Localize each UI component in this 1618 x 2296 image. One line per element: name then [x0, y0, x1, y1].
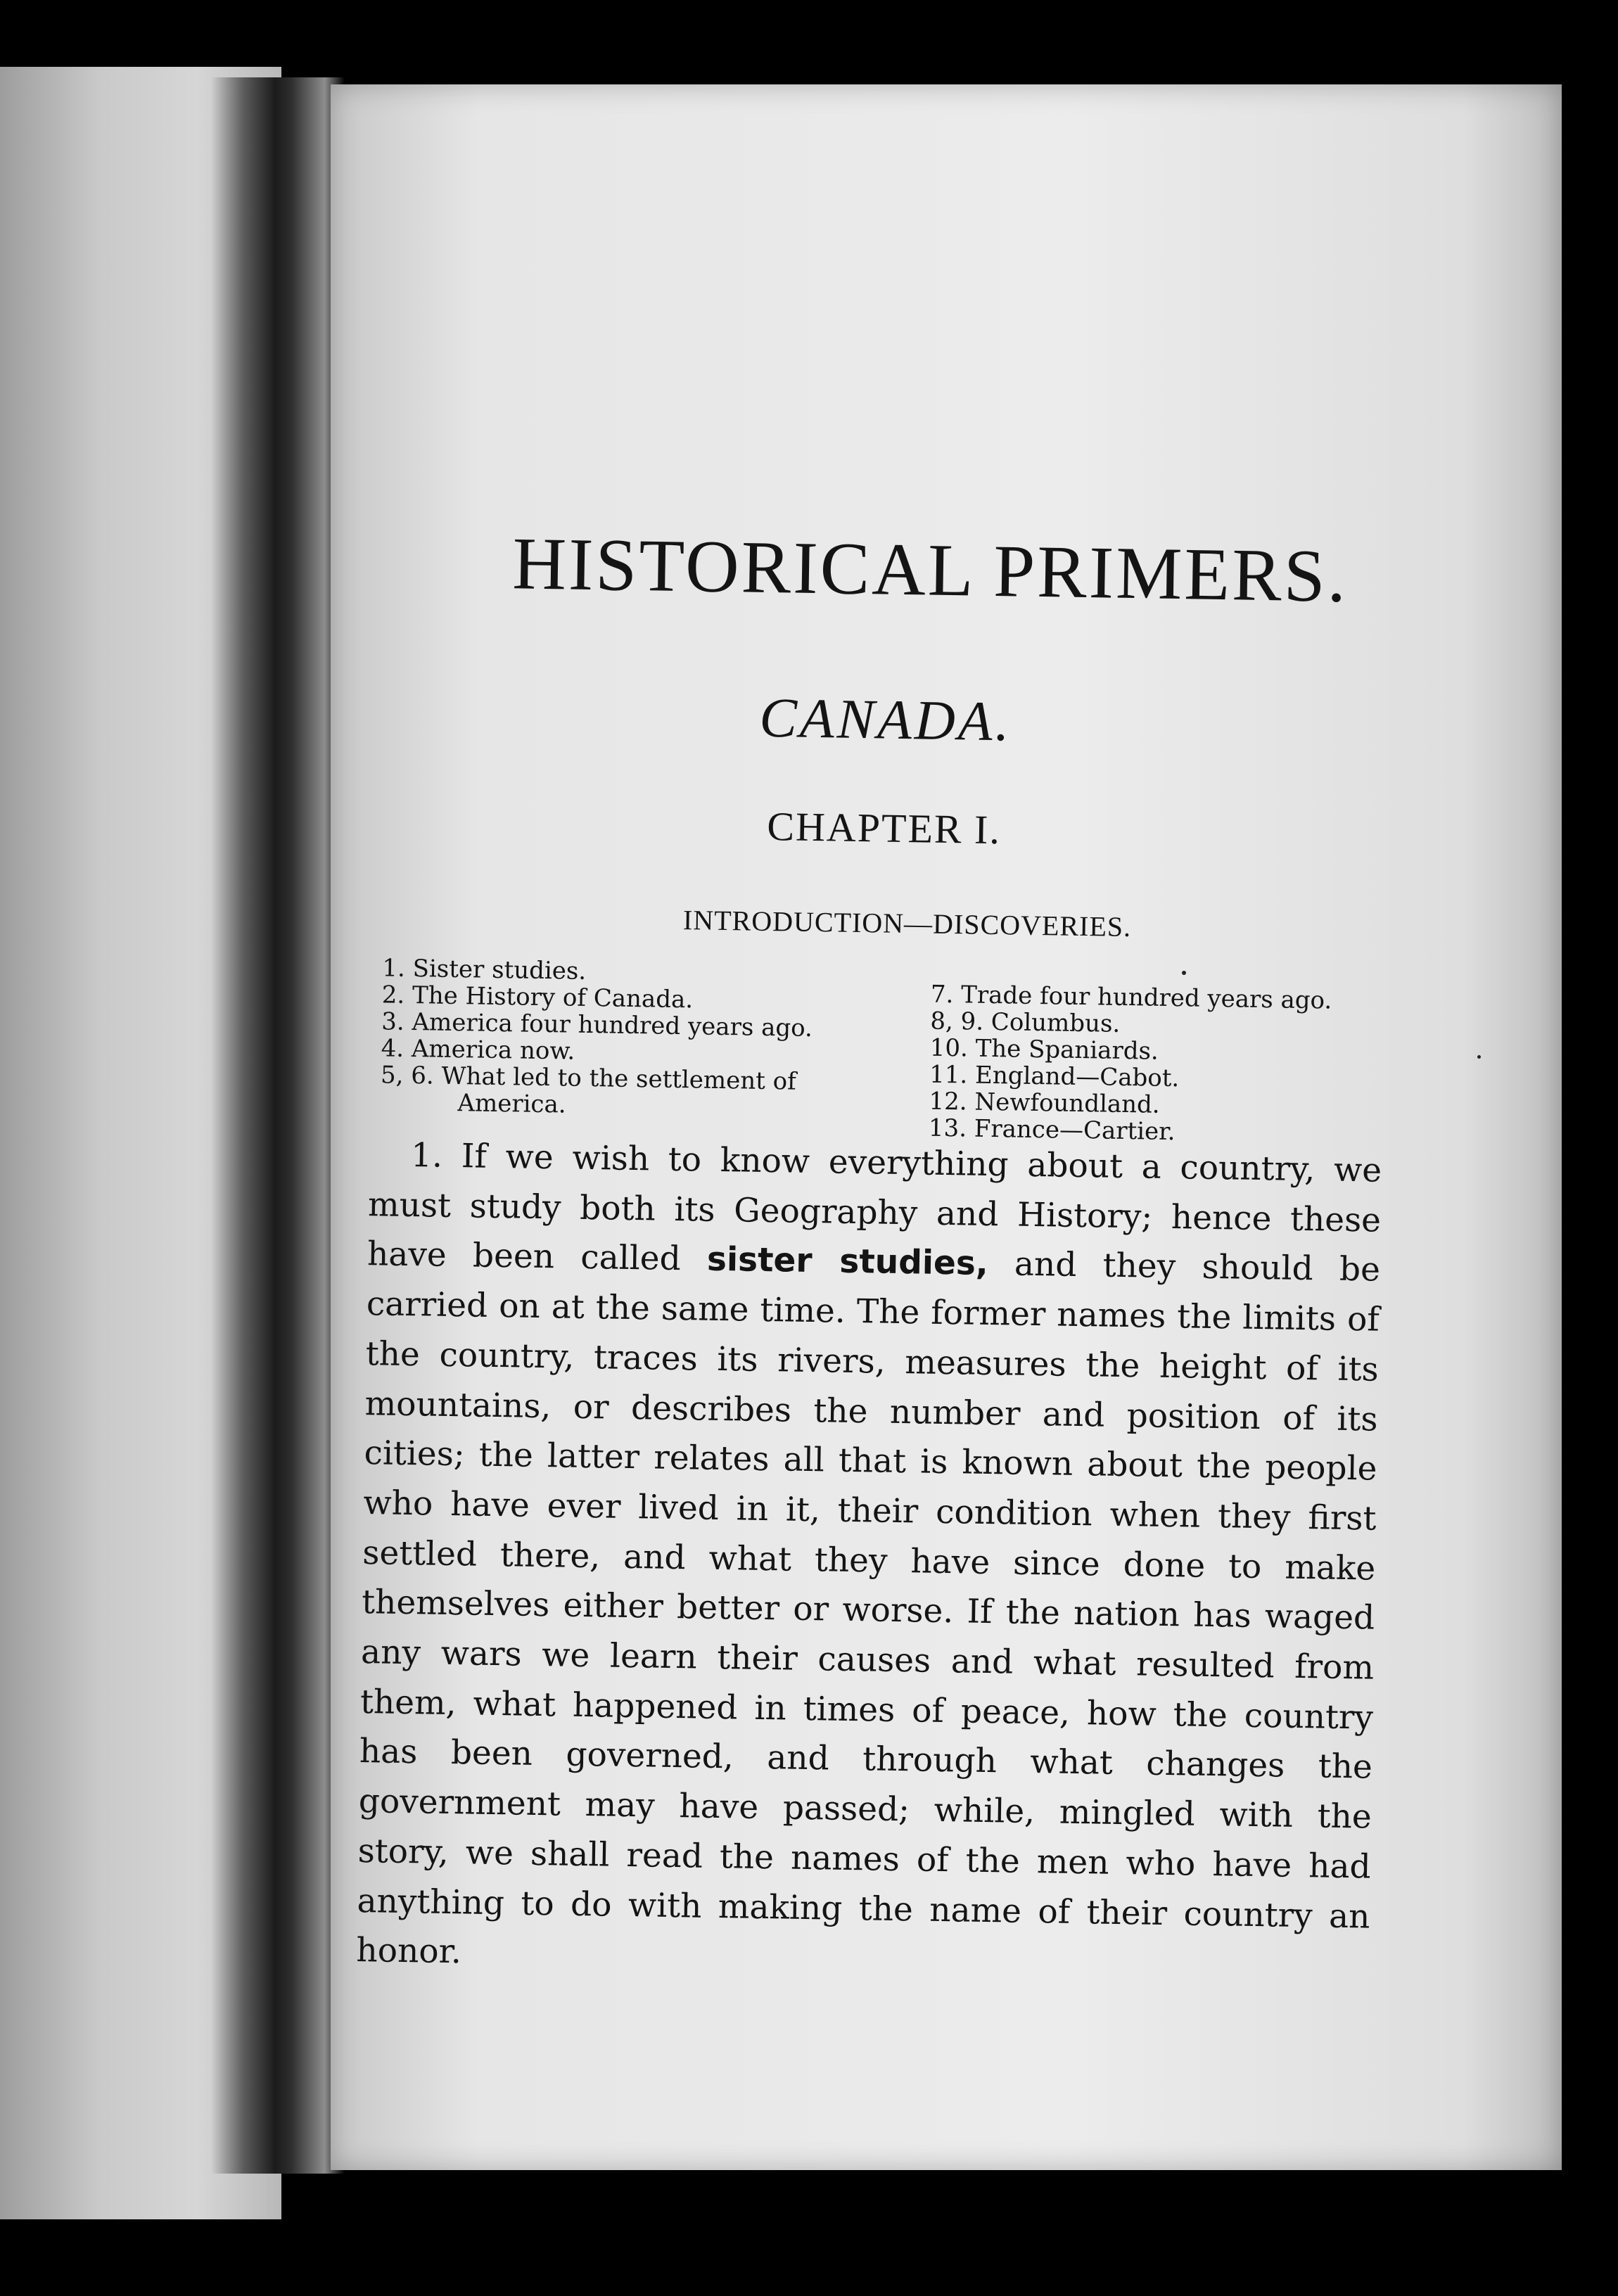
- page-content: [314, 75, 1578, 2179]
- section-heading: INTRODUCTION—DISCOVERIES.: [682, 904, 1132, 943]
- paragraph-number: 1.: [410, 1136, 443, 1175]
- contents-item: 2. The History of Canada.: [381, 981, 694, 1014]
- contents-item-continuation: America.: [457, 1089, 566, 1119]
- book-subtitle: CANADA.: [758, 687, 1013, 753]
- chapter-heading: CHAPTER I.: [766, 803, 1002, 853]
- contents-item: 11. England—Cabot.: [929, 1060, 1180, 1093]
- contents-item: 12. Newfoundland.: [929, 1087, 1160, 1119]
- contents-list-left: [380, 955, 888, 1123]
- contents-item: 4. America now.: [381, 1034, 575, 1066]
- scan-speck: [1182, 971, 1186, 975]
- book-title: HISTORICAL PRIMERS.: [511, 522, 1349, 618]
- bold-term: sister studies,: [706, 1240, 989, 1284]
- contents-list-right: [929, 981, 1437, 1149]
- paragraph-1: [356, 1130, 1382, 1991]
- contents-item: 8, 9. Columbus.: [930, 1007, 1121, 1038]
- book-page: [331, 84, 1562, 2170]
- contents-item: 5, 6. What led to the settlement of: [380, 1061, 797, 1096]
- scan-speck: [1477, 1055, 1481, 1059]
- paragraph-text: and they should be carried on at the same time. The former names the limits of the country, traces its rivers, measures the height of its mountains, or describes the number and position of its cities; the latter relates all that is known about the people who have ever lived in it, their condition when they first settled there, and what they have since done to make themselves either better or worse. If the nation has waged any wars we learn their causes and what resulted from them, what happened in times of peace, how the country has been governed, and through what changes the government may have passed; while, mingled with the story, we shall read the names of the men who have had anything to do with making the name of their country an honor.: [356, 1244, 1381, 1972]
- contents-item: 1. Sister studies.: [382, 954, 587, 986]
- contents-item: 3. America four hundred years ago.: [381, 1007, 813, 1042]
- contents-item: 10. The Spaniards.: [929, 1033, 1159, 1066]
- contents-item: 13. France—Cartier.: [928, 1114, 1176, 1147]
- paragraph-text: If we wish to know everything about a country, we must study both its Geography and History; hence these have been called: [367, 1137, 1382, 1279]
- contents-item: 7. Trade four hundred years ago.: [930, 980, 1332, 1015]
